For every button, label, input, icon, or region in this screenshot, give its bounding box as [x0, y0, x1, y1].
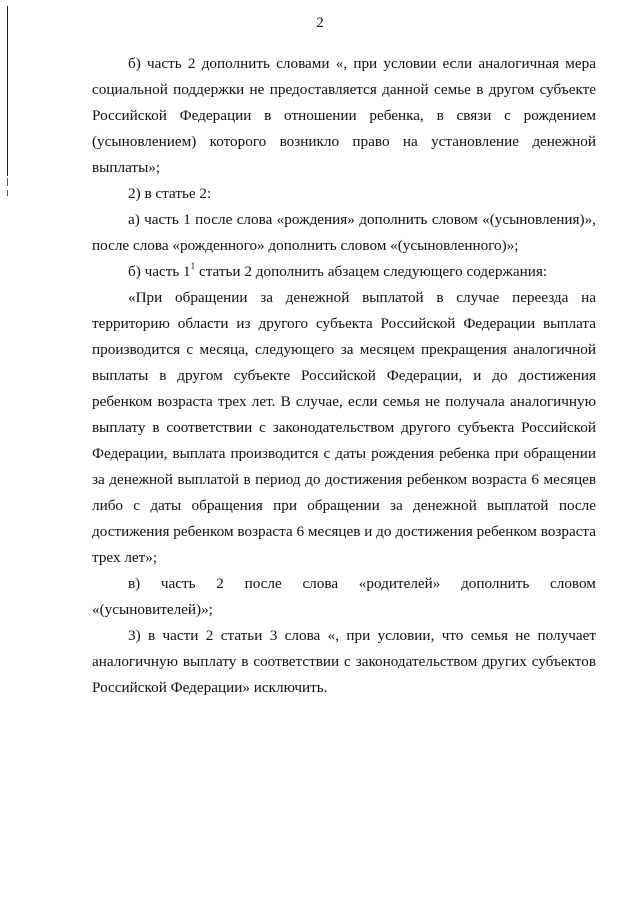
text-line: Федерации, выплата производится с даты рождения ребенка при обращении [92, 445, 596, 462]
text-line: за денежной выплатой в период до достижения ребенком возраста 6 месяцев [92, 471, 596, 488]
word: в) [128, 575, 141, 592]
superscript: 1 [190, 260, 196, 271]
text-line: производится с месяца, следующего за месяцем прекращения аналогичной [92, 341, 596, 358]
text-line: аналогичную выплату в соответствии с законодательством других субъектов [92, 653, 596, 670]
text-line: выплаты в другом субъекте Российской Федерации, и до достижения [92, 367, 596, 384]
text-line: достижения ребенком возраста 6 месяцев и до достижения ребенком возраста [92, 523, 596, 540]
word: словом [550, 575, 596, 592]
text-line: либо с даты обращения при обращении за денежной выплатой после [92, 497, 596, 514]
text-fragment: статьи 2 дополнить абзацем следующего содержания: [195, 263, 548, 280]
text-line: после слова «рожденного» дополнить словом «(усыновленного)»; [92, 237, 519, 254]
paragraph-v-line [92, 571, 596, 597]
word: 2 [216, 575, 224, 592]
text-fragment: б) часть 1 [128, 263, 191, 280]
word: часть [160, 575, 196, 592]
page-edge-mark [7, 178, 8, 186]
text-line: трех лет»; [92, 549, 158, 566]
page-number: 2 [316, 15, 324, 31]
text-line: социальной поддержки не предоставляется данной семье в другом субъекте [92, 81, 596, 98]
text-line: «(усыновителей)»; [92, 601, 213, 618]
word: дополнить [461, 575, 530, 592]
text-line: Российской Федерации в отношении ребенка, в связи с рождением [92, 107, 596, 124]
word: «родителей» [358, 575, 441, 592]
text-line: а) часть 1 после слова «рождения» дополнить словом «(усыновления)», [128, 211, 596, 228]
text-line: 2) в статье 2: [128, 185, 212, 202]
page-edge-mark [7, 190, 8, 196]
text-line: (усыновлением) которого возникло право на установление денежной [92, 133, 596, 150]
text-line: выплаты»; [92, 159, 161, 176]
paragraph-b2 [92, 259, 596, 285]
text-line: территорию области из другого субъекта Российской Федерации выплата [92, 315, 596, 332]
text-line: б) часть 2 дополнить словами «, при условии если аналогичная мера [128, 55, 596, 72]
text-line: Российской Федерации» исключить. [92, 679, 328, 696]
text-line: ребенком возраста трех лет. В случае, если семья не получала аналогичную [92, 393, 596, 410]
text-line: 3) в части 2 статьи 3 слова «, при условии, что семья не получает [128, 627, 596, 644]
document-body [92, 51, 596, 701]
text-line: выплату в соответствии с законодательством другого субъекта Российской [92, 419, 596, 436]
word: слова [302, 575, 339, 592]
word: после [244, 575, 282, 592]
text-line: «При обращении за денежной выплатой в случае переезда на [128, 289, 596, 306]
